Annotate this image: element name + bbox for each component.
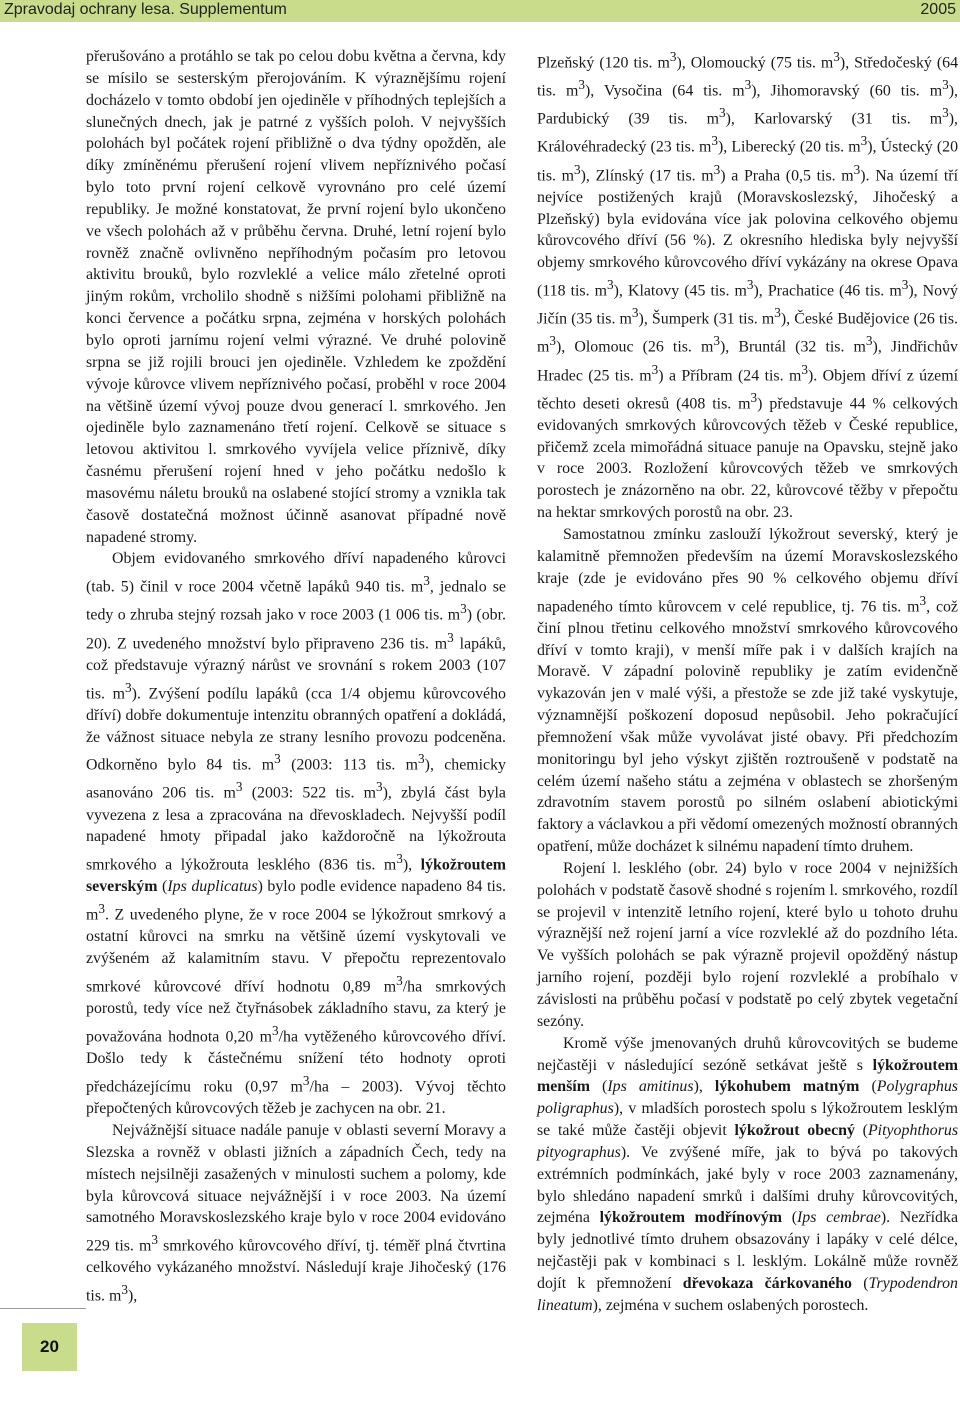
journal-title: Zpravodaj ochrany lesa. Supplementum <box>4 1 287 18</box>
year: 2005 <box>920 1 956 18</box>
page-number: 20 <box>22 1323 77 1371</box>
paragraph: Samostatnou zmínku zaslouží lýkožrout severský, který je kalamitně přemnožen především na území Moravskoslezského kraje (zde je evidováno přes 90 % celkového objemu dříví napadeného tímto kůrovcem v celé republice, tj. 76 tis. $m^3$, což činí plnou třetinu celkového množství smrkového kůrovcového dříví v tomto kraji), v menší míře pak i v dalších krajích na Moravě. V západní polovině republiky je zatím evidenčně vykazován jen v malé výši, a přestože se zde již také vyskytuje, významnější poškození doposud nepůsobil. Jeho pokračující přemnožení však může vyvolávat jisté obavy. Při předchozím monitoringu byl jeho výskyt zjištěn roztroušeně v podstatě na celém území našeho státu a zejména v oblastech se zhoršeným zdravotním stavem porostů po silném oslabení abiotickými faktory a václavkou a při vědomí omezených možností obranných opatření, může docházet k silnému napadení tímto druhem. <box>537 526 958 856</box>
paragraph: Nejvážnější situace nadále panuje v oblasti severní Moravy a Slezska a rovněž v oblasti jižních a západních Čech, tedy na místech nejsilněji zasažených v minulosti suchem a polomy, kde byla kůrovcová situace nejvážnější i v roce 2003. Na území samotného Moravskoslezského kraje bylo v roce 2004 evidováno 229 tis. $m^3$ smrkového kůrovcového dříví, tj. téměř plná čtvrtina celkového vykázaného množství. Následují kraje Jihočeský (176 tis. $m^3$), <box>86 1122 506 1305</box>
footer-rule <box>0 1308 86 1309</box>
paragraph: přerušováno a protáhlo se tak po celou dobu května a června, kdy se mísilo se sesterským přerojováním. K výraznějšímu rojení docházelo v tomto období jen ojediněle v příhodných teplejších a slunečných dnech, jak je patrné z vyšších poloh. V nejvyšších polohách byl počátek rojení přibližně o dva týdny opožděn, ale díky zmíněnému přerušení rojení vlivem nepříznivého počasí bylo toto první rojení celkově vyrovnáno pro celé území republiky. Je možné konstatovat, že první rojení bylo ukončeno ve všech polohách až v průběhu června. Druhé, letní rojení bylo rovněž značně ovlivněno nepříhodným počasím pro letovou aktivitu brouků, bylo rozvleklé a velice málo zřetelné oproti jiným rokům, vrcholilo shodně s nižšími polohami přibližně na konci července a počátku srpna, zejména v horských polohách bylo oproti jarnímu rojení velmi výrazné. Ve druhé polovině srpna se již rojili brouci jen ojediněle. Vzhledem ke zpoždění vývoje kůrovce vlivem nepříznivého počasí, proběhl v roce 2004 na většině území vývoj pouze dvou generací l. smrkového. Jen ojediněle bylo zaznamenáno třetí rojení. Celkově se situace s letovou aktivitou l. smrkového vyvíjela velice příznivě, díky časnému přerušení rojení hned v jeho počátku nedošlo k masovému náletu brouků na oslabené stojící stromy a vznikla tak časově dostatečná možnost účinně asanovat případné nově napadené stromy. <box>86 48 506 546</box>
paragraph: Plzeňský (120 tis. $m^3$), Olomoucký (75 tis. $m^3$), Středočeský (64 tis. $m^3$), Vysočina (64 tis. $m^3$), Jihomoravský (60 tis. $m^3$), Pardubický (39 tis. $m^3$), Karlovarský (31 tis. $m^3$), Královéhradecký (23 tis. $m^3$), Liberecký (20 tis. $m^3$), Ústecký (20 tis. $m^3$), Zlínský (17 tis. $m^3$) a Praha (0,5 tis. $m^3$). Na území tří nejvíce postižených krajů (Moravskoslezský, Jihočeský a Plzeňský) byla evidována více jak polovina celkového objemu kůrovcového dříví (56 %). Z okresního hlediska byly nejvyšší objemy smrkového kůrovcového dříví vykázány na okrese Opava (118 tis. $m^3$), Klatovy (45 tis. $m^3$), Prachatice (46 tis. $m^3$), Nový Jičín (35 tis. $m^3$), Šumperk (31 tis. $m^3$), České Budějovice (26 tis. $m^3$), Olomouc (26 tis. $m^3$), Bruntál (32 tis. $m^3$), Jindřichův Hradec (25 tis. $m^3$) a Příbram (24 tis. $m^3$). Objem dříví z území těchto deseti okresů (408 tis. $m^3$) představuje 44 % celkových evidovaných smrkových kůrovcových těžeb v České republice, přičemž zcela mimořádná situace panuje na Opavsku, stejně jako v roce 2003. Rozložení kůrovcových těžeb ve smrkových porostech je znázorněno na obr. 22, kůrovcové těžby v přepočtu na hektar smrkových porostů na obr. 23. <box>537 49 959 522</box>
paragraph: Rojení l. lesklého (obr. 24) bylo v roce 2004 v nejnižších polohách v podstatě časově shodné s rojením l. smrkového, rozdíl se projevil v intenzitě letního rojení, které bylo u tohoto druhu výraznější než rojení jarní a více rozvleklé až do pozdního léta. Ve vyšších polohách se pak výrazně projevil opožděný nástup jarního rojení, později bylo rojení rozvleklé a probíhalo v závislosti na průběhu počasí v podstatě po celý zbytek vegetační sezóny. <box>537 859 958 1030</box>
text-column-left <box>86 46 506 1307</box>
paragraph: Kromě výše jmenovaných druhů kůrovcovitých se budeme nejčastěji v následující sezóně setkávat ještě s lýkožroutem menším (Ips amitinus), lýkohubem matným (Polygraphus poligraphus), v mladších porostech spolu s lýkožroutem lesklým se také může častěji objevit lýkožrout obecný (Pityophthorus pityographus). Ve zvýšené míře, jak to bývá po takových extrémních podmínkách, jaké byly v roce 2003 zaznamenány, bylo shledáno napadení smrků i dalšími druhy kůrovcovitých, zejména lýkožroutem modřínovým (Ips cembrae). Nezřídka byly jednotlivé tímto druhem obsazovány i lapáky v celé délce, nejčastěji pak v kombinaci s l. lesklým. Lokálně může rovněž dojít k přemnožení dřevokaza čárkovaného (Trypodendron lineatum), zejména v suchem oslabených porostech. <box>537 1034 959 1314</box>
text-column-right <box>537 46 958 1317</box>
running-header <box>0 0 960 22</box>
paragraph: Objem evidovaného smrkového dříví napadeného kůrovci (tab. 5) činil v roce 2004 včetně lapáků 940 tis. $m^3$, jednalo se tedy o zhruba stejný rozsah jako v roce 2003 (1 006 tis. $m^3$) (obr. 20). Z uvedeného množství bylo připraveno 236 tis. $m^3$ lapáků, což představuje výrazný nárůst ve srovnání s rokem 2003 (107 tis. $m^3$). Zvýšení podílu lapáků (cca 1/4 objemu kůrovcového dříví) dobře dokumentuje intenzitu obranných opatření a dokládá, že vážnost situace nebyla ze strany lesního provozu podceněna. Odkorněno bylo 84 tis. $m^3$ (2003: 113 tis. $m^3$), chemicky asanováno 206 tis. $m^3$ (2003: 522 tis. $m^3$), zbylá část byla vyvezena z lesa a zpracována na dřevoskladech. Nejvyšší podíl napadené hmoty připadal jako každoročně na lýkožrouta smrkového a lýkožrouta lesklého (836 tis. $m^3$), lýkožroutem severským (Ips duplicatus) bylo podle evidence napadeno 84 tis. $m^3$. Z uvedeného plyne, že v roce 2004 se lýkožrout smrkový a ostatní kůrovci na smrku na většině území vyskytovali ve zvýšeném až kalamitním stavu. V přepočtu reprezentovalo smrkové kůrovcové dříví hodnotu 0,89 $m^3/ha$ smrkových porostů, tedy více než čtyřnásobek základního stavu, za který je považována hodnota 0,20 $m^3/ha$ vytěženého kůrovcového dříví. Došlo tedy k částečnému snížení této hodnoty oproti předcházejícímu roku (0,97 $m^3/ha - 2003$). Vývoj těchto přepočtených kůrovcových těžeb je zachycen na obr. 21. <box>86 550 506 1118</box>
